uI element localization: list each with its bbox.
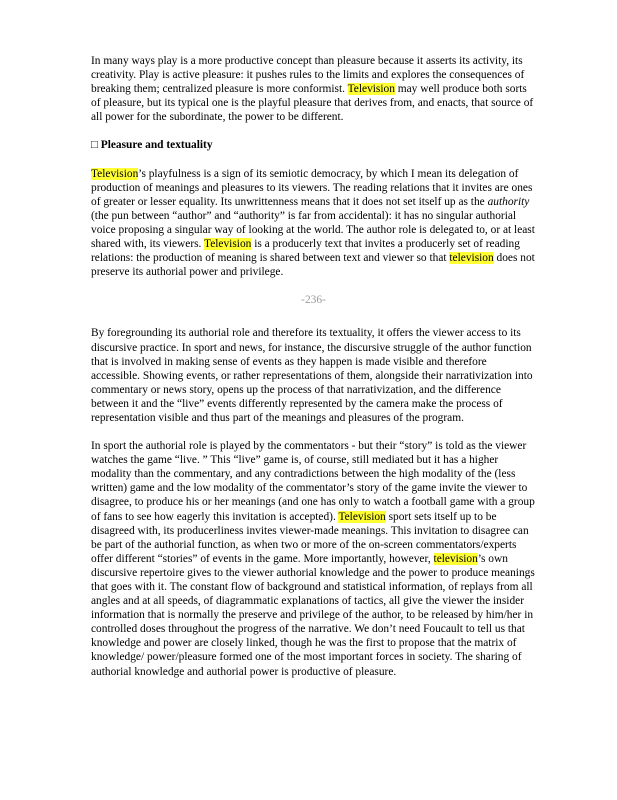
text-run: In many ways play is a more productive concept than pleasure because it asserts its activity, its creativity. Play is active pleasure: it pushes rules to the limits and explores the consequences of breaking them; centralized pleasure is more conformist. — [91, 55, 525, 96]
text-run: ’s own discursive repertoire gives to the viewer authorial knowledge and the power to produce meanings that goes with it. The constant flow of background and statistical information, of replays from all angles and at all speeds, of diagrammatic explanations of tactics, all give the viewer the insider information that is normally the preserve and privilege of the author, to be released by him/her in controlled doses throughout the progress of the narrative. We don’t need Foucault to tell us that knowledge and power are closely linked, though he was the first to propose that the matrix of knowledge/ power/pleasure formed one of the most important forces in society. The sharing of authorial knowledge and authorial power is productive of pleasure. — [91, 552, 535, 678]
paragraph-play-pleasure — [91, 54, 536, 124]
highlighted-term: Television — [91, 167, 139, 180]
document-page — [91, 54, 536, 693]
paragraph-foregrounding — [91, 326, 536, 425]
text-run: By foregrounding its authorial role and therefore its textuality, it offers the viewer access to its discursive practice. In sport and news, for instance, the discursive struggle of the author function that is involved in making sense of events as they happen is made visible and therefore accessible. Showing events, or rather representations of them, alongside their narrativization into commentary or news story, opens up the process of that narrativization, and the difference between it and the “live” events differently represented by the camera make the process of representation visible and thus part of the meanings and pleasures of the program. — [91, 327, 533, 424]
page-number: -236- — [301, 294, 326, 307]
text-run: ’s playfulness is a sign of its semiotic democracy, by which I mean its delegation of production of meanings and pleasures to its viewers. The reading relations that it invites are ones of greater or lesser equality. Its unwrittenness means that it does not set itself up as the — [91, 167, 533, 208]
paragraph-semiotic-democracy — [91, 167, 536, 280]
section-heading-text: Pleasure and textuality — [100, 139, 213, 152]
text-run: In sport the authorial role is played by the commentators - but their “story” is told as the viewer watches the game “live. ” This “live” game is, of course, still mediated but it has a higher modality than the commentary, and any contradictions between the high modality of the (less written) game and the low modality of the commentator’s story of the game invite the viewer to disagree, to produce his or her meanings (and one has only to watch a football game with a group of fans to see how eagerly this invitation is accepted). — [91, 440, 535, 523]
paragraph-sport-commentators — [91, 439, 536, 679]
text-run: sport sets itself up to be disagreed with, its producerliness invites viewer-made meanings. This invitation to disagree can be part of the authorial function, as when two or more of the on-screen commentators/experts offer different “stories” of events in the game. More importantly, however, — [91, 510, 529, 565]
highlighted-term: Television — [338, 510, 386, 523]
text-run: may well produce both sorts of pleasure, but its typical one is the playful pleasure that derives from, and enacts, that source of all power for the subordinate, the power to be different. — [91, 83, 534, 124]
highlighted-term: television — [433, 552, 478, 565]
text-run: (the pun between “author” and “authority” is far from accidental): it has no singular authorial voice proposing a singular way of looking at the world. The author role is delegated to, or at least shared with, its viewers. — [91, 209, 535, 251]
highlighted-term: television — [449, 252, 494, 265]
section-heading — [91, 138, 536, 152]
text-run: is a producerly text that invites a producerly set of reading relations: the production of meaning is shared between text and viewer so that — [91, 238, 520, 265]
checkbox-bullet-icon: □ — [91, 139, 98, 152]
highlighted-term: Television — [347, 83, 395, 96]
italic-term: authority — [487, 195, 530, 208]
text-run: does not preserve its authorial power and privilege. — [91, 252, 535, 279]
highlighted-term: Television — [204, 238, 252, 251]
